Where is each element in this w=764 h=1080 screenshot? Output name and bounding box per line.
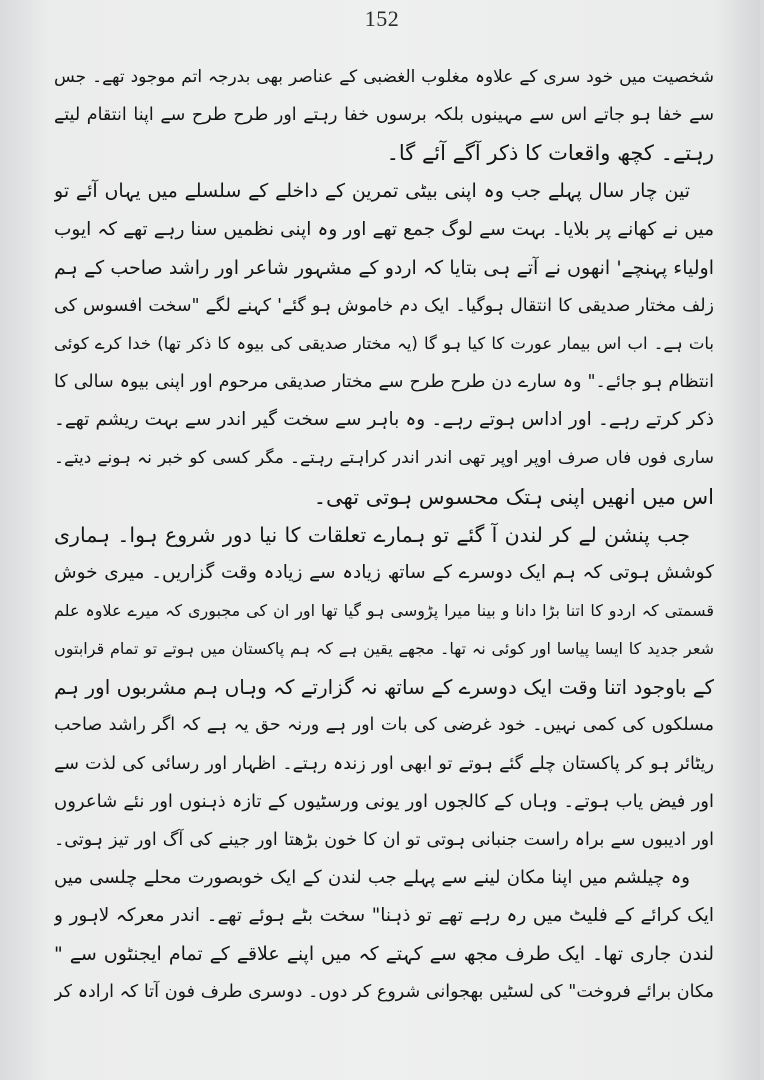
text-line: اس میں انھیں اپنی ہتک محسوس ہوتی تھی۔ (313, 484, 714, 509)
text-line: کوشش ہوتی کہ ہم ایک دوسرے کے ساتھ زیادہ سے زیادہ وقت گزاریں۔ میری خوش (54, 561, 714, 583)
text-line: اولیاء پہنچے' انھوں نے آتے ہی بتایا کہ اردو کے مشہور شاعر اور راشد صاحب کے ہم (54, 256, 714, 279)
text-line: شعر جدید کا ایسا پیاسا اور کوئی نہ تھا۔ مجھے یقین ہے کہ ہم پاکستان میں ہوتے تو تمام قرابتوں (54, 639, 714, 659)
text-line: وہ چیلشم میں اپنا مکان لینے سے پہلے جب لندن کے ایک خوبصورت محلے چلسی میں (54, 866, 690, 888)
text-line: انتظام ہو جائے۔" وہ سارے دن طرح طرح سے مختار صدیقی مرحوم اور اپنی بیوہ سالی کا (54, 372, 714, 393)
body-text (54, 58, 714, 1012)
text-line: اور ادیبوں سے براہ راست جنبانی ہوتی تو ان کا خون بڑھتا اور جینے کی آگ اور تیز ہوتی۔ (54, 829, 714, 850)
text-line: قسمتی کہ اردو کا اتنا بڑا دانا و بینا میرا پڑوسی ہو گیا تھا اور ان کی مجبوری کہ میرے علاوہ علم (54, 600, 714, 620)
text-line: زلف مختار صدیقی کا انتقال ہوگیا۔ ایک دم خاموش ہو گئے' کہنے لگے "سخت افسوس کی (54, 295, 714, 316)
text-line: مسلکوں کی کمی نہیں۔ خود غرضی کی بات اور ہے ورنہ حق یہ ہے کہ اگر راشد صاحب (54, 715, 714, 736)
book-page (4, 0, 760, 1080)
text-line: بات ہے۔ اب اس بیمار عورت کا کیا ہو گا (یہ مختار صدیقی کی بیوہ کا ذکر تھا) خدا کرے کوئی (54, 333, 714, 353)
text-line: رہتے۔ کچھ واقعات کا ذکر آگے آئے گا۔ (386, 141, 714, 166)
text-line: اور فیض یاب ہوتے۔ وہاں کے کالجوں اور یونی ورسٹیوں کے تازہ ذہنوں اور نئے شاعروں (54, 790, 714, 812)
text-line: ساری فوں فاں صرف اوپر اوپر تھی اندر اندر کراہتے رہتے۔ مگر کسی کو خبر نہ ہونے دیتے۔ (54, 448, 714, 469)
page-number: 152 (364, 6, 400, 31)
text-line: ایک کرائے کے فلیٹ میں رہ رہے تھے تو ذہنا" سخت بٹے ہوئے تھے۔ اندر معرکہ لاہور و (54, 905, 714, 927)
text-line: سے خفا ہو جاتے اس سے مہینوں بلکہ برسوں خفا رہتے اور طرح طرح سے اپنا انتقام لیتے (54, 105, 714, 126)
text-line: شخصیت میں خود سری کے علاوہ مغلوب الغضبی کے عناصر بھی بدرجہ اتم موجود تھے۔ جس (54, 67, 714, 87)
text-line: جب پنشن لے کر لندن آ گئے تو ہمارے تعلقات کا نیا دور شروع ہوا۔ ہماری (54, 522, 690, 547)
text-line: تین چار سال پہلے جب وہ اپنی بیٹی تمرین کے داخلے کے سلسلے میں یہاں آئے تو (54, 180, 690, 203)
text-line: ریٹائر ہو کر پاکستان چلے گئے ہوتے تو ابھی اور زندہ رہتے۔ اظہار اور رسائی کی لذت سے (54, 753, 714, 774)
text-line: لندن جاری تھا۔ ایک طرف مجھ سے کہتے کہ میں اپنے علاقے کے تمام ایجنٹوں سے " (54, 943, 714, 966)
text-line: ذکر کرتے رہے۔ اور اداس ہوتے رہے۔ وہ باہر سے سخت گیر اندر سے بہت ریشم تھے۔ (54, 409, 714, 431)
text-line: مکان برائے فروخت" کی لسٹیں بھجوانی شروع کر دوں۔ دوسری طرف فون آتا کہ ارادہ کر (54, 982, 714, 1003)
text-line: کے باوجود اتنا وقت ایک دوسرے کے ساتھ نہ گزارتے کہ وہاں ہم مشربوں اور ہم (54, 675, 714, 700)
text-line: میں نے کھانے پر بلایا۔ بہت سے لوگ جمع تھے اور وہ اپنی نظمیں سنا رہے تھے کہ ایوب (54, 218, 714, 240)
